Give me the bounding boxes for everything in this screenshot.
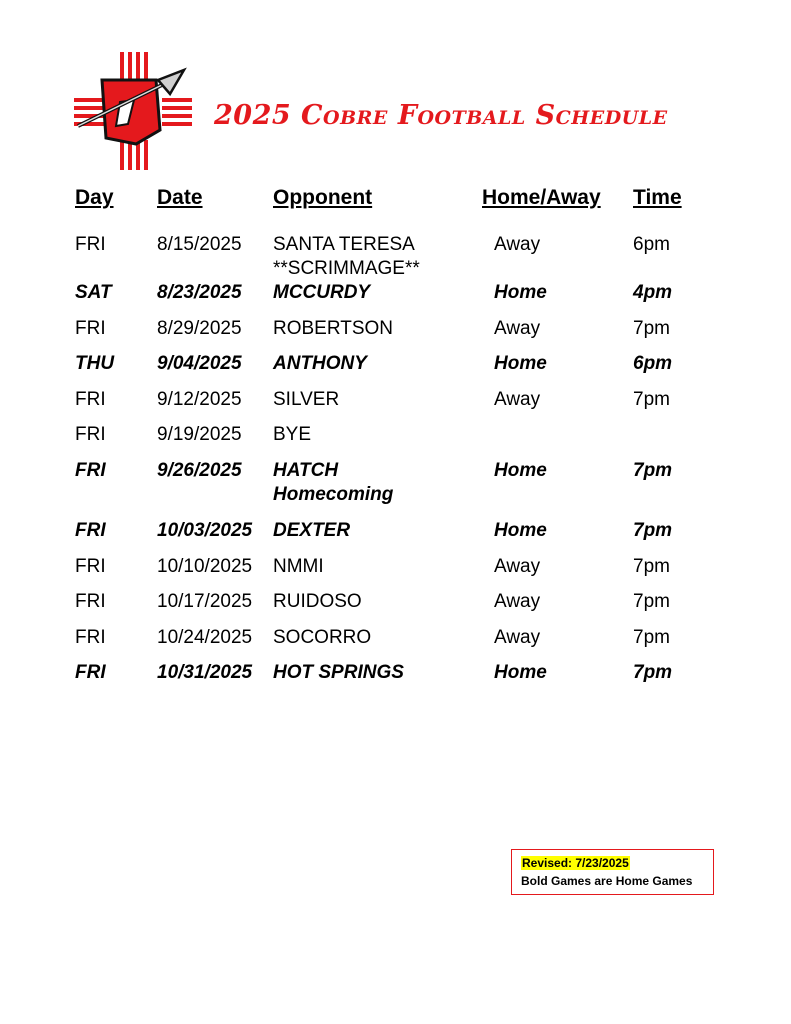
game-opponent: DEXTER xyxy=(273,520,351,541)
game-date: 8/15/2025 xyxy=(157,234,242,255)
game-home-away: Home xyxy=(494,282,547,303)
game-home-away: Away xyxy=(494,556,541,577)
game-time: 7pm xyxy=(633,556,670,577)
game-time: 7pm xyxy=(633,591,670,612)
game-opponent: NMMI xyxy=(273,556,324,577)
game-date: 10/10/2025 xyxy=(157,556,253,577)
game-opponent: ROBERTSON xyxy=(273,318,394,339)
game-date: 10/31/2025 xyxy=(157,662,253,683)
game-date: 9/12/2025 xyxy=(157,389,242,410)
game-home-away: Home xyxy=(494,460,547,481)
game-date: 9/19/2025 xyxy=(157,424,242,445)
column-header-home-away: Home/Away xyxy=(482,186,601,209)
zia-sun-arrowhead-logo-icon xyxy=(72,50,194,172)
game-home-away: Home xyxy=(494,520,547,541)
game-date: 8/23/2025 xyxy=(157,282,242,303)
game-time: 4pm xyxy=(633,282,673,303)
game-home-away: Away xyxy=(494,627,541,648)
game-day: FRI xyxy=(75,460,106,481)
game-time: 7pm xyxy=(633,662,673,683)
game-date: 10/17/2025 xyxy=(157,591,253,612)
game-opponent: SANTA TERESA xyxy=(273,234,415,255)
game-home-away: Home xyxy=(494,662,547,683)
column-header-day: Day xyxy=(75,186,114,209)
game-time: 7pm xyxy=(633,318,670,339)
game-day: FRI xyxy=(75,424,106,445)
column-header-date: Date xyxy=(157,186,203,209)
game-date: 8/29/2025 xyxy=(157,318,242,339)
game-home-away: Home xyxy=(494,353,547,374)
game-opponent: MCCURDY xyxy=(273,282,371,303)
page-title: 2025 Cobre Football Schedule xyxy=(214,100,668,131)
game-time: 7pm xyxy=(633,627,670,648)
game-home-away: Away xyxy=(494,234,541,255)
game-home-away: Away xyxy=(494,318,541,339)
game-time: 7pm xyxy=(633,389,670,410)
game-time: 7pm xyxy=(633,460,673,481)
game-opponent: HATCH xyxy=(273,460,339,481)
home-games-legend: Bold Games are Home Games xyxy=(521,874,693,888)
game-day: FRI xyxy=(75,662,106,683)
game-day: FRI xyxy=(75,556,106,577)
game-date: 10/03/2025 xyxy=(157,520,253,541)
game-date: 9/04/2025 xyxy=(157,353,242,374)
game-day: FRI xyxy=(75,234,106,255)
column-header-opponent: Opponent xyxy=(273,186,373,209)
game-home-away: Away xyxy=(494,591,541,612)
game-day: SAT xyxy=(75,282,112,303)
game-date: 9/26/2025 xyxy=(157,460,242,481)
game-home-away: Away xyxy=(494,389,541,410)
game-opponent: SILVER xyxy=(273,389,340,410)
column-header-time: Time xyxy=(633,186,682,209)
game-opponent: SOCORRO xyxy=(273,627,372,648)
game-day: FRI xyxy=(75,389,106,410)
revised-date: Revised: 7/23/2025 xyxy=(522,856,629,870)
game-opponent: BYE xyxy=(273,424,312,445)
game-time: 6pm xyxy=(633,353,673,374)
game-day: FRI xyxy=(75,520,106,541)
game-opponent: HOT SPRINGS xyxy=(273,662,404,683)
game-time: 6pm xyxy=(633,234,670,255)
game-day: FRI xyxy=(75,318,106,339)
game-day: THU xyxy=(75,353,115,374)
game-opponent: RUIDOSO xyxy=(273,591,362,612)
revision-note-box xyxy=(511,849,714,895)
game-date: 10/24/2025 xyxy=(157,627,253,648)
game-day: FRI xyxy=(75,591,106,612)
game-opponent: ANTHONY xyxy=(273,353,367,374)
game-note: **SCRIMMAGE** xyxy=(273,258,420,279)
game-note: Homecoming xyxy=(273,484,394,505)
game-time: 7pm xyxy=(633,520,673,541)
game-day: FRI xyxy=(75,627,106,648)
